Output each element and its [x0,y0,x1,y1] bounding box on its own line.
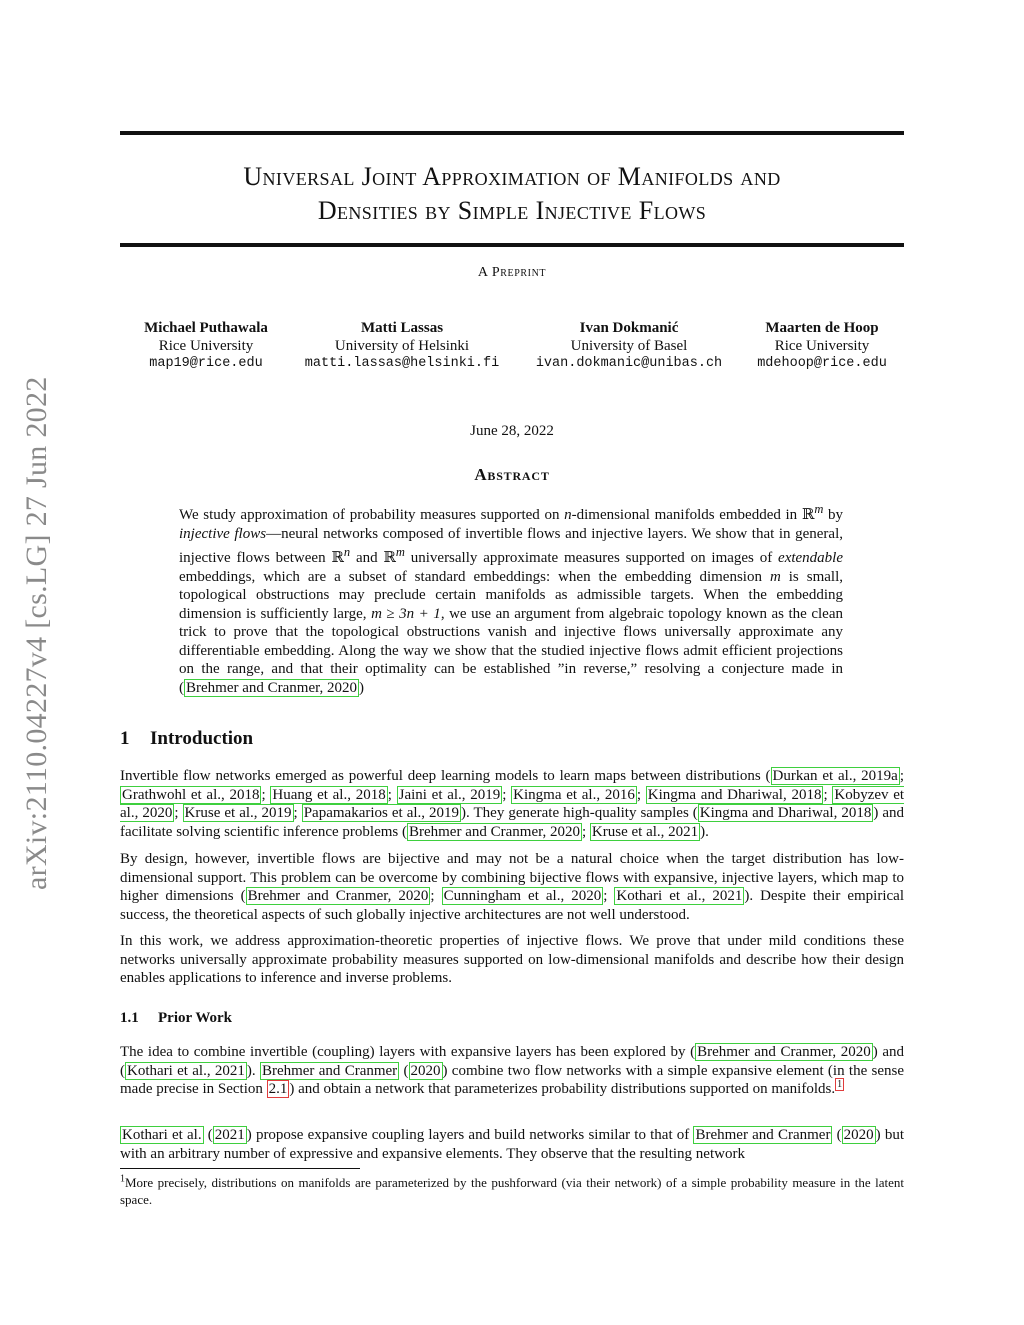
citation-link[interactable]: Kothari et al. [122,1127,202,1143]
citation-link[interactable]: Jaini et al., 2019 [398,786,501,803]
intro-paragraph-1: Invertible flow networks emerged as powerful deep learning models to learn maps between distributions ( Durkan et al., 2019a ; Grathwohl et al., 2018 ; Huang et al., 2018 ; Jaini et al., 2019 ; Kingma et al., 2016 ; Kingma and Dhariwal, 2018 ; Kobyzev et al., 2020 ; Kruse et al., 2019 ; Papamakarios et al., 2019 ). They generate high-quality samples ( Kingma and Dhariwal, 2018 ) and facilitate solving scientific inference problems ( Brehmer and Cranmer, 2020 ; Kruse et al., 2021 ). [120,768,905,840]
prior-work-paragraph-2: Kothari et al. ( 2021 ) propose expansive coupling layers and build networks similar to that of Brehmer and Cranmer ( 2020 ) but with an arbitrary number of expressive and expansive elements. They observe that the resulting network [120,1127,904,1162]
citation-link[interactable]: Huang et al., 2018 [272,786,386,803]
citation-link[interactable]: Papamakarios et al., 2019 [303,805,460,822]
footnote-link[interactable]: 1 [837,1079,843,1091]
subsection-heading: 1.1 Prior Work [120,1010,233,1026]
intro-paragraph-3: In this work, we address approximation-theoretic properties of injective flows. We prove that under mild conditions these networks universally approximate probability measures supported on low-dimensional manifolds and describe how their design enables applications to inference and inverse problems. [120,933,904,987]
citation-link[interactable]: 2020 [843,1127,874,1143]
author-affiliation: Rice University [774,338,870,354]
citation-link[interactable]: 2021 [214,1127,245,1143]
footnote: $^1$More precisely, distributions on manifolds are parameterized by the pushforward (via their network) of a simple probability measure in the latent space. [120,1173,904,1207]
citation-link[interactable]: Kothari et al., 2021 [127,1062,245,1079]
citation-link[interactable]: Kruse et al., 2019 [184,805,292,822]
citation-link[interactable]: Durkan et al., 2019a [772,768,898,784]
author-name: Michael Puthawala [144,320,268,336]
author-name: Matti Lassas [360,320,444,336]
citation-link[interactable]: Kruse et al., 2021 [591,823,699,840]
citation-link[interactable]: Brehmer and Cranmer, 2020 [247,888,429,905]
author-email[interactable]: mdehoop@rice.edu [757,356,887,371]
author-name: Ivan Dokmanić [579,320,679,336]
author-affiliation: Rice University [158,338,254,354]
abstract-text: We study approximation of probability measures supported on n-dimensional manifolds embedded in ℝ$^m$ by injective flows—neural networks composed of invertible flows and injective layers. We show that in general, injective flows between ℝ$^n$ and ℝ$^m$ universally approximate measures supported on images of extendable embeddings, which are a subset of standard embeddings: when the embedding dimension m is small, topological obstructions may preclude certain manifolds as admissible targets. When the embedding dimension is sufficiently large, m ≥ 3n + 1, we use an argument from algebraic topology known as the clean trick to prove that the topological obstructions vanish and injective flows universally approximate any differentiable embedding. Along the way we show that the studied injective flows admit efficient projections on the range, and that their optimality can be established ”in reverse,” resolving a conjecture made in ( Brehmer and Cranmer, 2020 ) [179,502,843,696]
author-email[interactable]: matti.lassas@helsinki.fi [304,356,500,371]
author-affiliation: University of Helsinki [334,338,470,354]
citation-link[interactable]: Kothari et al., 2021 [616,888,743,905]
author-block [126,319,286,373]
citation-link[interactable]: Kingma et al., 2016 [513,786,635,803]
publication-date: June 28, 2022 [470,423,554,439]
author-email[interactable]: map19@rice.edu [149,356,263,371]
citation-link[interactable]: Kingma and Dhariwal, 2018 [647,786,822,803]
title-line-2: Densities by Simple Injective Flows [317,196,707,225]
citation-link[interactable]: Brehmer and Cranmer, 2020 [697,1044,871,1060]
author-block [744,319,900,373]
citation-link[interactable]: Cunningham et al., 2020 [443,888,602,905]
arxiv-identifier[interactable]: arXiv:2110.04227v4 [cs.LG] 27 Jun 2022 [20,376,53,890]
author-email[interactable]: ivan.dokmanic@unibas.ch [535,356,723,371]
citation-link[interactable]: Brehmer and Cranmer [695,1127,831,1143]
citation-link[interactable]: Kingma and Dhariwal, 2018 [699,805,872,822]
paper-title [120,160,904,228]
citation-link[interactable]: Grathwohl et al., 2018 [122,786,260,803]
footnote-rule [120,1168,360,1169]
citation-link[interactable]: 2020 [410,1062,441,1079]
section-reference-link[interactable]: 2.1 [268,1081,288,1098]
author-name: Maarten de Hoop [765,320,879,336]
prior-work-paragraph-1: The idea to combine invertible (coupling) layers with expansive layers has been explored by ( Brehmer and Cranmer, 2020 ) and ( Kothari et al., 2021 ). Brehmer and Cranmer ( 2020 ) combine two flow networks with a simple expansive element (in the sense made precise in Section 2.1 ) and obtain a network that parameterizes probability distributions supported on manifolds. $^1$ [120,1044,905,1098]
abstract-heading: Abstract [474,465,550,484]
preprint-label: A Preprint [477,265,547,280]
citation-link[interactable]: Brehmer and Cranmer [261,1062,398,1079]
title-line-1: Universal Joint Approximation of Manifolds and [243,162,781,191]
author-block [292,319,512,373]
section-heading: 1 Introduction [120,728,254,749]
intro-paragraph-2: By design, however, invertible flows are bijective and may not be a natural choice when the target distribution has low-dimensional support. This problem can be overcome by combining bijective flows with expansive, injective layers, which map to higher dimensions ( Brehmer and Cranmer, 2020 ; Cunningham et al., 2020 ; Kothari et al., 2021 ). Despite their empirical success, the theoretical aspects of such globally injective architectures are not well understood. [120,851,904,923]
title-top-rule [120,131,904,135]
title-bottom-rule [120,243,904,247]
citation-link[interactable]: Brehmer and Cranmer, 2020 [408,823,580,840]
author-block [524,319,734,373]
citation-link[interactable]: Kobyzev et al., 2020 [120,786,905,822]
footnote-mark: 1 [120,1173,125,1185]
citation-link[interactable]: Brehmer and Cranmer, 2020 [186,679,358,696]
author-affiliation: University of Basel [570,338,688,354]
